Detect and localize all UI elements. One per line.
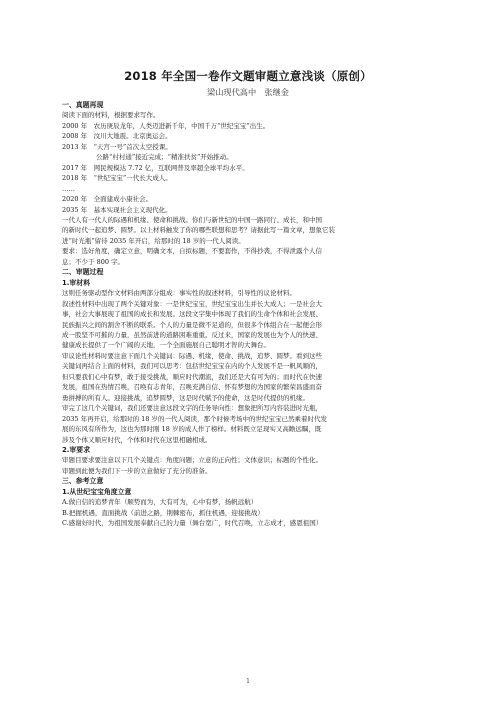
- text-line: 审题到此便为我们下一步的立意做好了充分的准备。: [62, 466, 212, 475]
- text-line: 审题目要求要注意以下几个关键点：角度问题；立意的正向性；文体意识；标题的个性化。: [62, 456, 322, 465]
- text-line: B.把握机遇，直面挑战（前进之路，荆棘密布，抓住机遇，迎接挑战）: [62, 508, 264, 517]
- section-heading: 二、审题过程: [62, 268, 104, 277]
- text-line: 2008 年 汶川大地震。北京奥运会。: [62, 132, 172, 141]
- text-line: 但只要我们心中有梦，敢于接受挑战，顺应时代潮流，我们还是大有可为的；而时代在快速: [62, 372, 322, 381]
- text-line: 民族振兴之间的割舍不断的联系。个人的力量是微不足道的，但很多个体组合在一起便会形: [62, 320, 322, 329]
- section-heading: 三、参考立意: [62, 477, 104, 486]
- text-line: 一代人有一代人的际遇和机缘、使命和挑战。你们与新世纪的中国一路同行、成长，和中国: [62, 215, 322, 224]
- text-line: 成一股坚不可摧的力量，虽然前进的道路困难重重。反过来，国家的发展也为个人的快速、: [62, 330, 322, 339]
- text-line: 2020 年 全面建成小康社会。: [62, 195, 153, 204]
- section-heading: 1.审材料: [62, 278, 91, 287]
- text-line: 公路“村村通”接近完成；“精准扶贫”开始推动。: [96, 153, 233, 162]
- text-line: 2013 年 “天宫一号”首次太空授课。: [62, 142, 172, 151]
- text-line: 涉及个体又顺应时代，个体和时代在这里相融相成。: [62, 435, 212, 444]
- text-line: ……: [62, 184, 75, 193]
- text-line: 要求：选好角度，确定立意，明确文本，自拟标题，不要套作，不得抄袭，不得泄露个人信: [62, 247, 322, 256]
- text-line: 阅读下面的材料，根据要求写作。: [62, 111, 160, 120]
- text-line: 2017 年 网民规模达 7.72 亿，互联网普及率超全球平均水平。: [62, 163, 249, 172]
- document-body: [62, 100, 436, 529]
- document-author: 梁山现代高中 张继金: [207, 87, 289, 97]
- text-line: 的新时代一起追梦、圆梦。以上材料触发了你的哪些联想和思考？请据此写一篇文章，想象它装: [62, 226, 335, 235]
- text-line: 进“时光瓶”留待 2035 年开启，给那时的 18 岁的一代人阅读。: [62, 236, 245, 245]
- text-line: C.感谢好时代，为祖国发展奉献自己的力量（舞台宽广，时代召唤，立志成才，感恩祖国）: [62, 519, 323, 528]
- document-title: 2018 年全国一卷作文题审题立意浅谈（原创）: [124, 69, 372, 83]
- text-line: 勇拼搏的所有人。迎接挑战，追梦圆梦，这是时代赋予的使命，这是时代提供的机缘。: [62, 393, 309, 402]
- text-line: 审完了这几个关键词，我们还要注意这段文字的任务导向性：想象把所写内容装进时光瓶，: [62, 404, 322, 413]
- text-line: 关键词再结合上面的材料，我们可以思考：包括世纪宝宝在内的个人发展不是一帆风顺的，: [62, 362, 322, 371]
- text-line: 2035 年再开启，给那时的 18 岁的一代人阅读，那个时候考场中的世纪宝宝已然乘着时代发: [62, 414, 328, 423]
- section-heading: 1.从世纪宝宝角度立意: [62, 487, 132, 496]
- text-line: 发展，祖国在热情召唤，召唤有志青年，召唤充满自信、怀有梦想的为国家的繁荣昌盛而奋: [62, 383, 322, 392]
- text-line: 叙述性材料中出现了两个关键对象：一是世纪宝宝，世纪宝宝出生并长大成人；一是社会大: [62, 299, 322, 308]
- page-number: 1: [246, 678, 250, 685]
- section-heading: 一、真题再现: [62, 101, 104, 109]
- text-line: 2035 年 基本实现社会主义现代化。: [62, 205, 172, 214]
- text-line: 审议论性材料时要注意下面几个关键词：际遇、机缘，使命、挑战，追梦、圆梦。看到这些: [62, 351, 322, 360]
- text-line: 展的东风有所作为，这也为那时刚 18 岁的成人作了榜样。材料既立足现实又高瞻远瞩，既: [62, 425, 322, 434]
- text-line: 事，社会大事展现了祖国的成长和发展。这段文字集中体现了我们的生命个体和社会发展、: [62, 310, 322, 319]
- text-line: A.做自信的追梦青年（顺势而为，大有可为，心中有梦，扬帆远航）: [62, 498, 258, 507]
- text-line: 健康成长提供了一个广阔的天地，一个全面施展自己聪明才智的大舞台。: [62, 341, 270, 350]
- text-line: 2018 年 “世纪宝宝”一代长大成人。: [62, 174, 172, 183]
- text-line: 2000 年 农历庚辰龙年，人类迈进新千年，中国千万“世纪宝宝”出生。: [62, 121, 270, 130]
- text-line: 息；不少于 800 字。: [62, 257, 125, 266]
- section-heading: 2.审要求: [62, 445, 91, 454]
- text-line: 这则任务驱动型作文材料由两部分组成：事实性的叙述材料，引导性的议论材料。: [62, 289, 296, 298]
